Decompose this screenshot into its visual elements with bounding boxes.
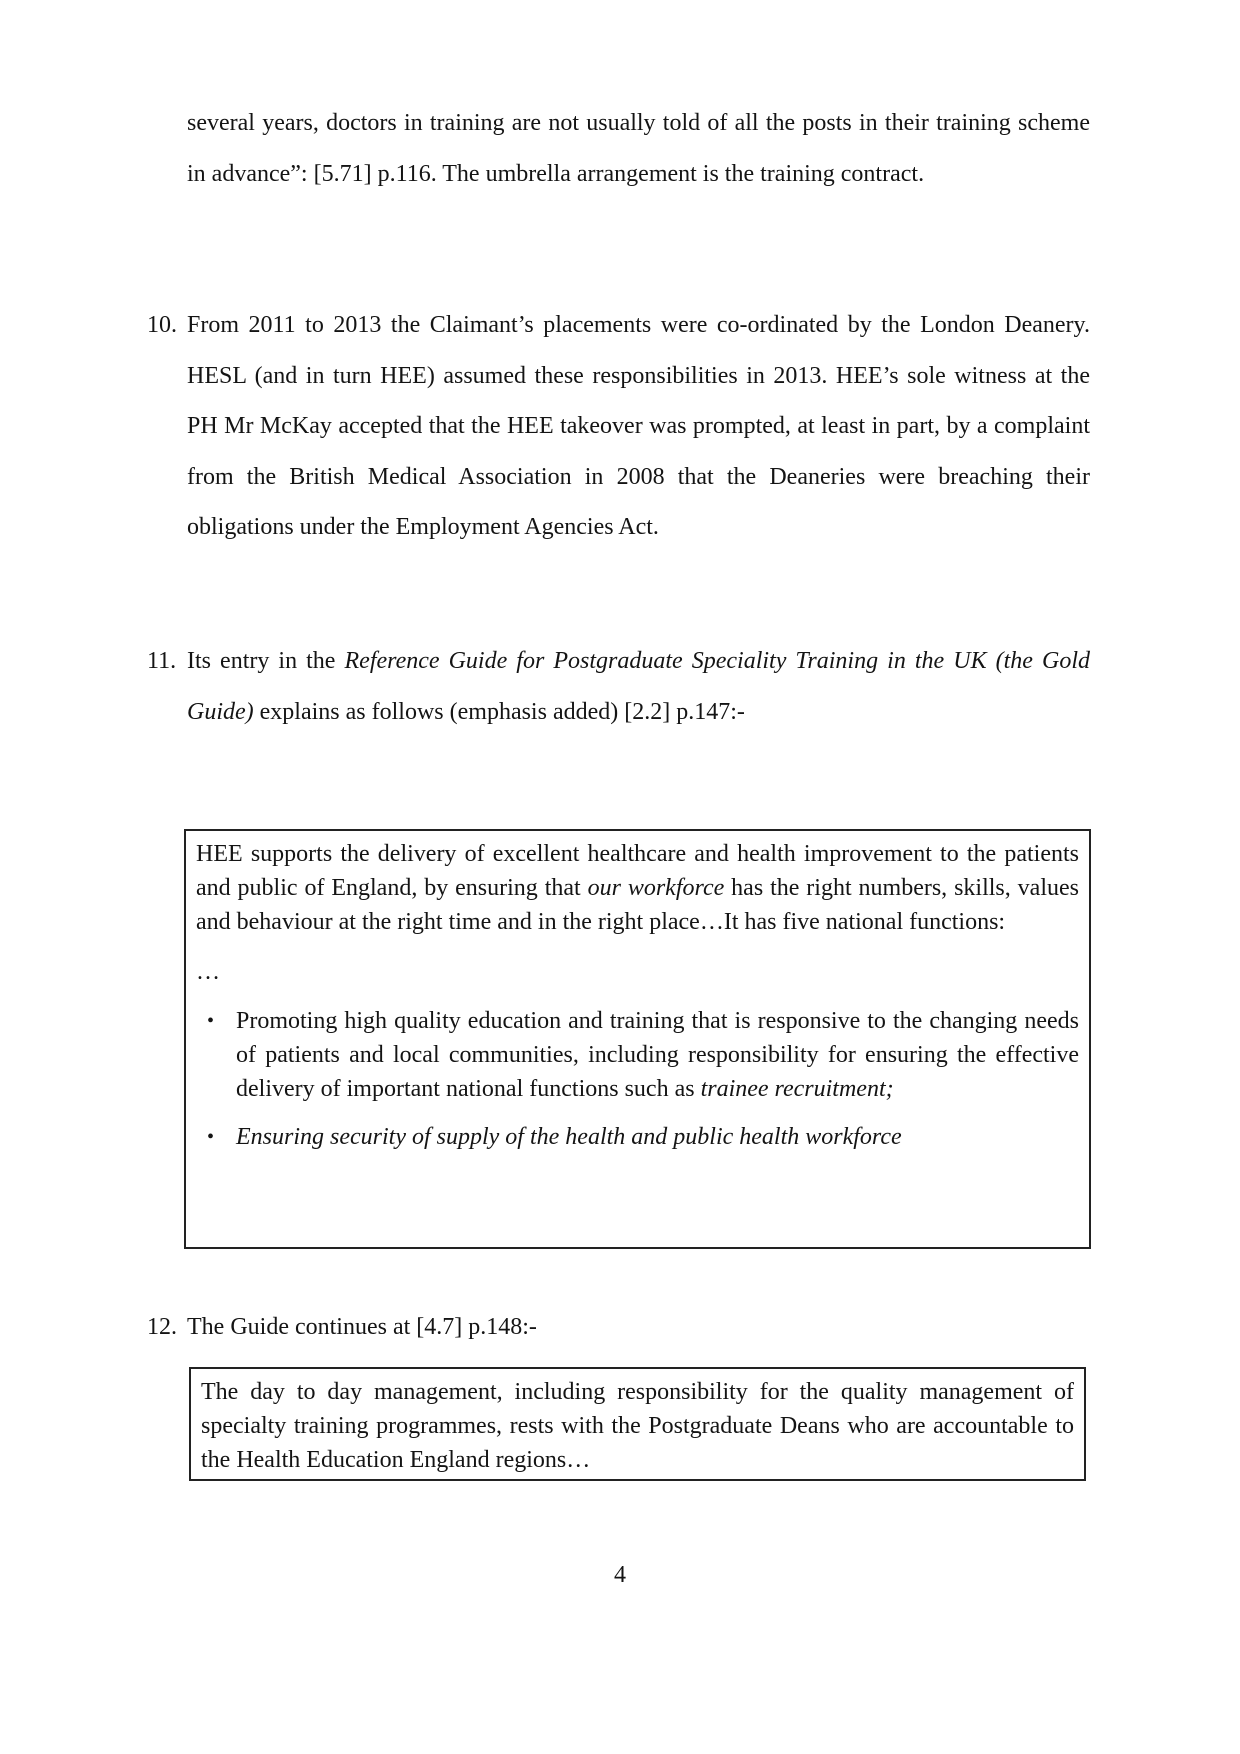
paragraph-11-text-before: Its entry in the (187, 648, 345, 674)
quote-box-hee-functions (184, 829, 1091, 1249)
paragraph-10-number: 10. (147, 312, 177, 338)
quote-2-text: The day to day management, including responsibility for the quality management of specialty training programmes, rests with the Postgraduate Deans who are accountable to the Health Education England regions… (201, 1379, 1074, 1473)
quote-1-intro-before: HEE supports the delivery of excellent healthcare and health improvement to the patients and public of England, by ensuring that (196, 841, 1079, 901)
paragraph-10-text: From 2011 to 2013 the Claimant’s placements were co-ordinated by the London Deanery. HESL (and in turn HEE) assumed these responsibilities in 2013. HEE’s sole witness at the PH Mr McKay accepted that the HEE takeover was prompted, at least in part, by a complaint from the British Medical Association in 2008 that the Deaneries were breaching their obligations under the Employment Agencies Act. (187, 312, 1090, 540)
paragraph-11-text (187, 636, 1090, 737)
paragraph-12-text: The Guide continues at [4.7] p.148:- (187, 1314, 537, 1340)
gold-guide-title: Reference Guide for Postgraduate Speciality Training in the UK (the Gold Guide) (187, 648, 1090, 725)
quote-1-bullet-list (196, 1004, 1079, 1154)
page-number: 4 (614, 1562, 626, 1588)
bullet-icon: • (207, 1126, 215, 1148)
quote-box-day-to-day-management (189, 1367, 1086, 1481)
quote-1-bullet-2 (196, 1120, 1079, 1154)
paragraph-9-continuation: several years, doctors in training are not usually told of all the posts in their training scheme in advance”: [5.71] p.116. The umbrella arrangement is the training contract. (187, 110, 1090, 187)
bullet-icon: • (207, 1010, 215, 1032)
quote-1-intro-after: has the right numbers, skills, values and behaviour at the right time and in the right place…It has five national functions: (196, 875, 1079, 935)
paragraph-12-number: 12. (147, 1314, 177, 1340)
quote-1-intro-italic: our workforce (587, 875, 725, 901)
quote-1-ellipsis: … (196, 959, 220, 985)
quote-1-intro (196, 837, 1079, 939)
quote-1-bullet-1 (196, 1004, 1079, 1106)
paragraph-11-number: 11. (147, 648, 177, 674)
paragraph-11-text-after: explains as follows (emphasis added) [2.2] p.147:- (253, 698, 745, 725)
quote-1-bullet-2-italic: Ensuring security of supply of the health and public health workforce (236, 1124, 902, 1150)
quote-1-bullet-1-text: Promoting high quality education and training that is responsive to the changing needs of patients and local communities, including responsibility for ensuring the effective delivery of important national functions such as (236, 1008, 1079, 1102)
quote-1-bullet-1-italic: trainee recruitment; (700, 1076, 894, 1102)
